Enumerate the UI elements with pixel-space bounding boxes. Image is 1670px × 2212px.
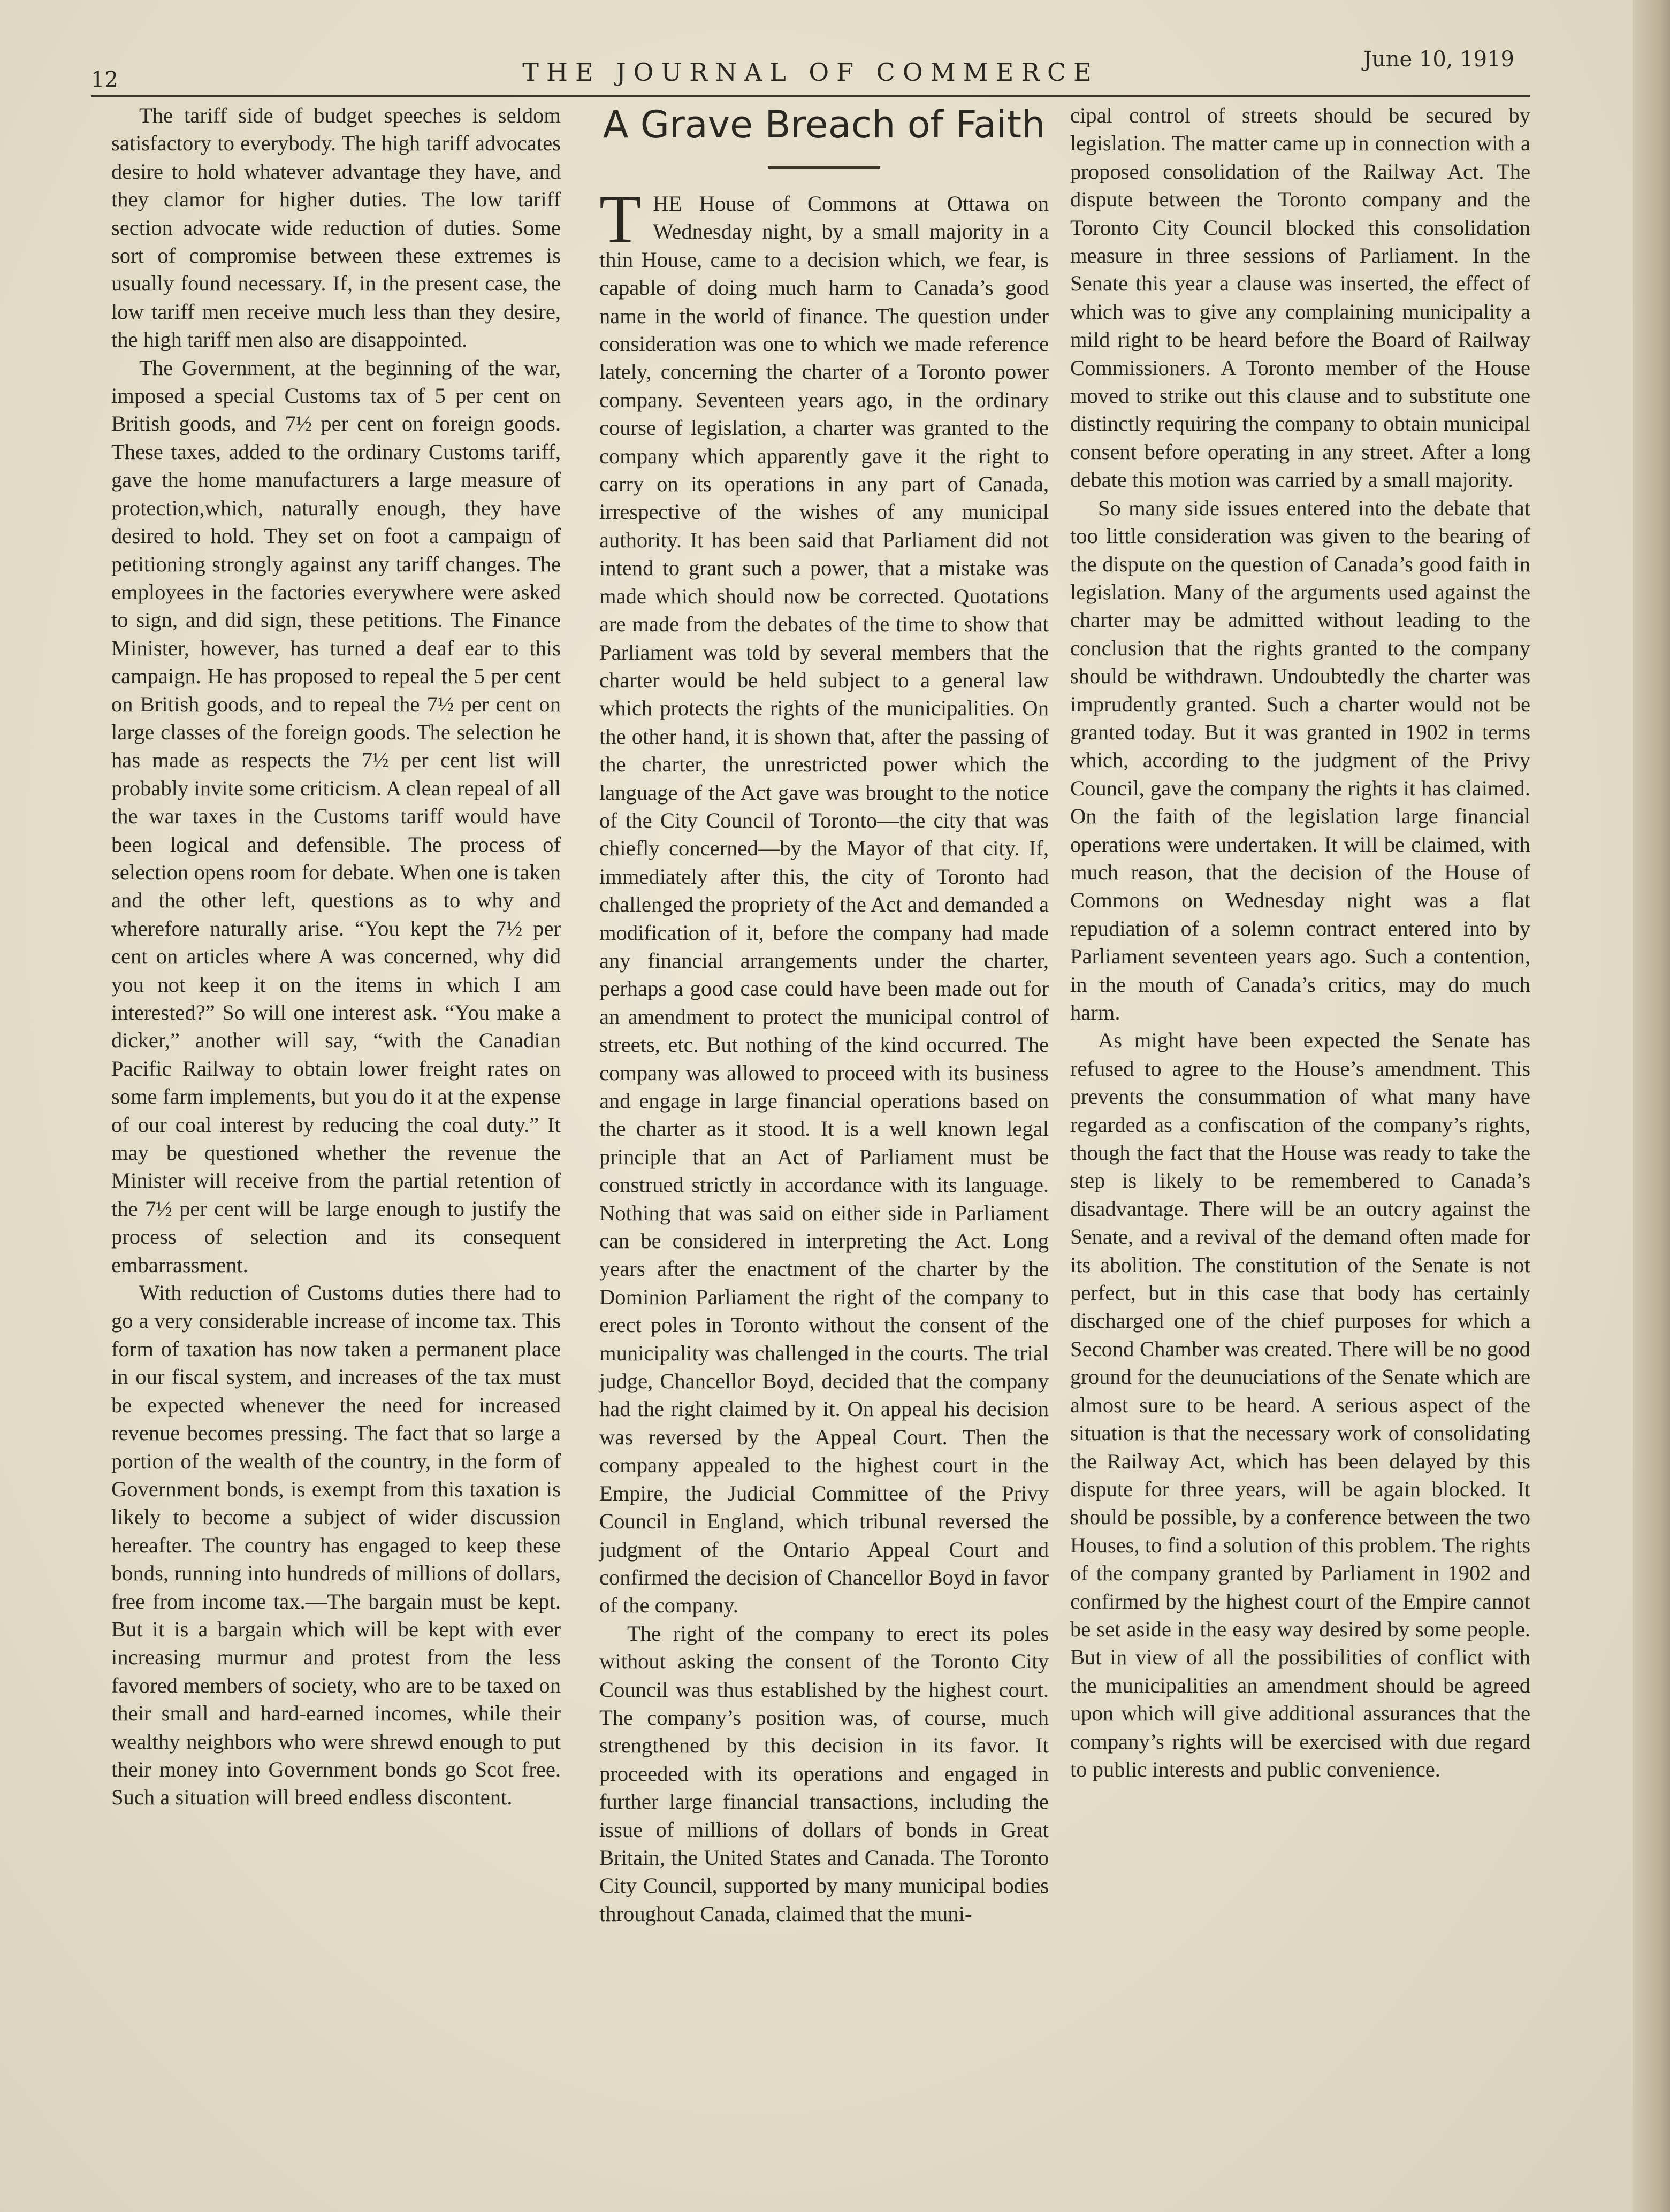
editorial-column-1 [111, 102, 561, 1812]
page-edge [1633, 0, 1670, 2212]
page-header [91, 47, 1530, 97]
drop-cap: T [599, 181, 642, 257]
paragraph: As might have been expected the Senate has refused to agree to the House’s amendment. This prevents the consummation of what many have regarded as a confiscation of the company’s rights, though the fact that the House was ready to take the step is likely to be remembered to Canada’s disadvantage. There will be an outcry against the Senate, and a revival of the demand often made for its abolition. The constitution of the Senate is not perfect, but in this case that body has certainly discharged one of the chief purposes for which a Second Chamber was created. There will be no good ground for the deunuciations of the Senate which are almost sure to be heard. A serious aspect of the situation is that the necessary work of consolidating the Railway Act, which has been delayed by this dispute for three years, will be again blocked. It should be possible, by a conference between the two Houses, to find a solution of this problem. The rights of the company granted by Parliament in 1902 and confirmed by the highest court of the Empire cannot be set aside in the easy way desired by some people. But in view of all the possibilities of conflict with the municipalities an amendment should be agreed upon which will give additional assurances that the company’s rights will be exercised with due regard to public interests and public convenience. [1070, 1028, 1530, 1781]
paragraph: cipal control of streets should be secured by legislation. The matter came up in connection with a proposed consolidation of the Railway Act. The dispute between the Toronto company and the Toronto City Council blocked this consolidation measure in three sessions of Parliament. In the Senate this year a clause was inserted, the effect of which was to give any complaining municipality a mild right to be heard before the Board of Railway Commissioners. A Toronto member of the House moved to strike out this clause and to substitute one distinctly requiring the company to obtain municipal consent before operating in any street. After a long debate this motion was carried by a small majority. [1070, 103, 1530, 492]
paragraph: The Government, at the beginning of the war, imposed a special Customs tax of 5 per cent on British goods, and 7½ per cent on foreign goods. These taxes, added to the ordinary Customs tariff, gave the home manufacturers a large measure of protection,which, naturally enough, they have desired to hold. They set on foot a campaign of petitioning strongly against any tariff changes. The employees in the factories everywhere were asked to sign, and did sign, these petitions. The Finance Minister, however, has turned a deaf ear to this campaign. He has proposed to repeal the 5 per cent on British goods, and to repeal the 7½ per cent on large classes of the foreign goods. The selection he has made as respects the 7½ per cent list will probably invite some criticism. A clean repeal of all the war taxes in the Customs tariff would have been logical and defensible. The process of selection opens room for debate. When one is taken and the other left, questions as to why and wherefore naturally arise. “You kept the 7½ per cent on articles where A was concerned, why did you not keep it on the items in which I am interested?” So will one interest ask. “You make a dicker,” another will say, “with the Canadian Pacific Railway to obtain lower freight rates on some farm implements, but you do it at the expense of our coal interest by reducing the coal duty.” It may be questioned whether the revenue the Minister will receive from the partial retention of the 7½ per cent will be large enough to justify the process of selection and its consequent embarrassment. [111, 355, 561, 1277]
article-headline: A Grave Breach of Faith [603, 103, 1046, 147]
editorial-column-2 [599, 99, 1049, 1928]
running-title: THE JOURNAL OF COMMERCE [522, 58, 1099, 87]
paragraph: With reduction of Customs duties there had to go a very considerable increase of income tax. This form of taxation has now taken a permanent place in our fiscal system, and increases of the tax must be expected whenever the need for increased revenue becomes pressing. The fact that so large a portion of the wealth of the country, in the form of Government bonds, is exempt from this taxation is likely to become a subject of wider discussion hereafter. The country has engaged to keep these bonds, running into hundreds of millions of dollars, free from income tax.—The bargain must be kept. But it is a bargain which will be kept with ever increasing murmur and protest from the less favored members of society, who are to be taxed on their small and hard-earned incomes, while their wealthy neighbors who were shrewd enough to put their money into Government bonds go Scot free. Such a situation will breed endless discontent. [111, 1281, 561, 1810]
page-number: 12 [91, 67, 118, 92]
lead-first-word: HE [653, 192, 682, 216]
paragraph: The right of the company to erect its poles without asking the consent of the Toronto City Council was thus established by the highest court. The company’s position was, of course, much strengthened by this decision in its favor. It proceeded with its operations and engaged in further large financial transactions, including the issue of millions of dollars of bonds in Great Britain, the United States and Canada. The Toronto City Council, supported by many municipal bodies throughout Canada, claimed that the muni- [599, 1621, 1049, 1926]
paragraph: The tariff side of budget speeches is seldom satisfactory to everybody. The high tariff advocates desire to hold whatever advantage they have, and they clamor for higher duties. The low tariff section advocate wide reduction of duties. Some sort of compromise between these extremes is usually found necessary. If, in the present case, the low tariff men receive much less than they desire, the high tariff men also are disappointed. [111, 103, 561, 352]
lead-text: House of Commons at Ottawa on Wednesday night, by a small majority in a thin House, came to a decision which, we fear, is capable of doing much harm to Canada’s good name in the world of finance. The question under consideration was one to which we made reference lately, concerning the charter of a Toronto power company. Seventeen years ago, in the ordinary course of legislation, a charter was granted to the company which apparently gave it the right to carry on its operations in any part of Canada, irrespective of the wishes of any municipal authority. It has been said that Parliament did not intend to grant such a power, that a mistake was made which should now be corrected. Quotations are made from the debates of the time to show that Parliament was told by several members that the charter would be held subject to a general law which protects the rights of the municipalities. On the other hand, it is shown that, after the passing of the charter, the unrestricted power which the language of the Act gave was brought to the notice of the City Council of Toronto—the city that was chiefly concerned—by the Mayor of that city. If, immediately after this, the city of Toronto had challenged the propriety of the Act and demanded a modification of it, before the company had made any financial arrangements under the charter, perhaps a good case could have been made out for an amendment to protect the municipal control of streets, etc. But nothing of the kind occurred. The company was allowed to proceed with its business and engage in large financial operations based on the charter as it stood. It is a well known legal principle that an Act of Parliament must be construed strictly in accordance with its language. Nothing that was said on either side in Parliament can be considered in interpreting the Act. Long years after the enactment of the charter by the Dominion Parliament the right of the company to erect poles in Toronto without the consent of the municipality was challenged in the courts. The trial judge, Chancellor Boyd, decided that the company had the right claimed by it. On appeal his decision was reversed by the Appeal Court. Then the company appealed to the highest court in the Empire, the Judicial Committee of the Privy Council in England, which tribunal reversed the judgment of the Ontario Appeal Court and confirmed the decision of Chancellor Boyd in favor of the company. [599, 192, 1049, 1618]
editorial-column-3 [1070, 102, 1530, 1784]
paragraph: So many side issues entered into the debate that too little consideration was given to the bearing of the dispute on the question of Canada’s good faith in legislation. Many of the arguments used against the charter may be admitted without leading to the conclusion that the rights granted to the company should be withdrawn. Undoubtedly the charter was imprudently granted. Such a charter would not be granted today. But it was granted in 1902 in terms which, according to the judgment of the Privy Council, gave the company the rights it has claimed. On the faith of the legislation large financial operations were undertaken. It will be claimed, with much reason, that the decision of the House of Commons on Wednesday night was a flat repudiation of a solemn contract entered into by Parliament seventeen years ago. Such a contention, in the mouth of Canada’s critics, may do much harm. [1070, 495, 1530, 1024]
headline-rule [768, 166, 880, 169]
lead-paragraph [599, 181, 1049, 1620]
issue-date: June 10, 1919 [1363, 47, 1514, 72]
